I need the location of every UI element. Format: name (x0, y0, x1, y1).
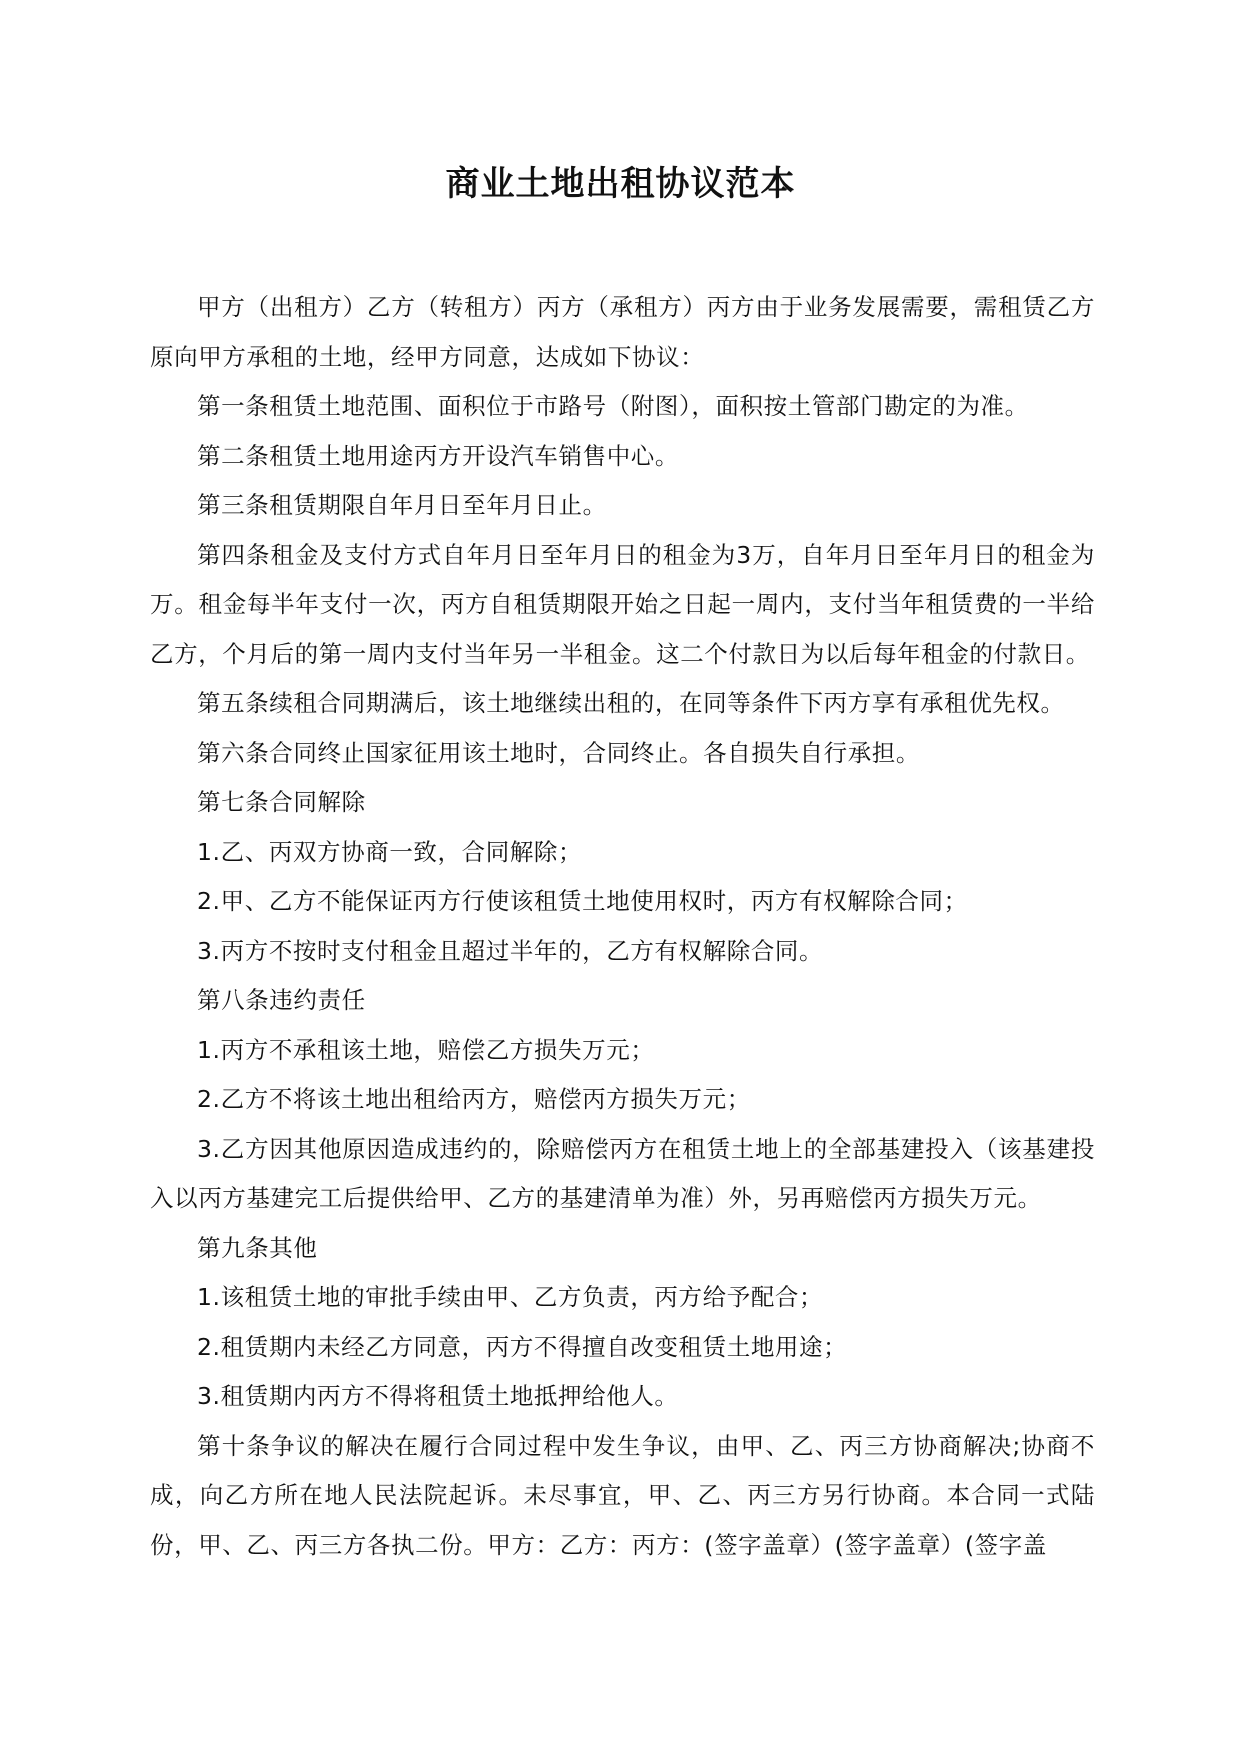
paragraph-article-4: 第四条租金及支付方式自年月日至年月日的租金为3万，自年月日至年月日的租金为万。租金每半年支付一次，丙方自租赁期限开始之日起一周内，支付当年租赁费的一半给乙方，个月后的第一周内支付当年另一半租金。这二个付款日为以后每年租金的付款日。 (150, 540, 1095, 668)
paragraph-article-7-item-3: 3.丙方不按时支付租金且超过半年的，乙方有权解除合同。 (197, 936, 824, 965)
paragraph-article-2: 第二条租赁土地用途丙方开设汽车销售中心。 (197, 441, 679, 470)
paragraph-article-1: 第一条租赁土地范围、面积位于市路号（附图），面积按土管部门勘定的为准。 (197, 392, 1029, 420)
paragraph-article-8-heading: 第八条违约责任 (197, 986, 366, 1014)
paragraph-article-3: 第三条租赁期限自年月日至年月日止。 (197, 491, 607, 519)
paragraph-preamble: 甲方（出租方）乙方（转租方）丙方（承租方）丙方由于业务发展需要，需租赁乙方原向甲方承租的土地，经甲方同意，达成如下协议： (150, 293, 1095, 371)
paragraph-article-9-item-2: 2.租赁期内未经乙方同意，丙方不得擅自改变租赁土地用途； (197, 1332, 848, 1361)
paragraph-article-9-item-1: 1.该租赁土地的审批手续由甲、乙方负责，丙方给予配合； (197, 1283, 824, 1311)
paragraph-article-5: 第五条续租合同期满后，该土地继续出租的，在同等条件下丙方享有承租优先权。 (197, 689, 1065, 717)
paragraph-article-8-item-3: 3.乙方因其他原因造成违约的，除赔偿丙方在租赁土地上的全部基建投入（该基建投入以丙方基建完工后提供给甲、乙方的基建清单为准）外，另再赔偿丙方损失万元。 (150, 1134, 1095, 1212)
paragraph-article-6: 第六条合同终止国家征用该土地时，合同终止。各自损失自行承担。 (197, 738, 920, 767)
paragraph-article-10: 第十条争议的解决在履行合同过程中发生争议，由甲、乙、丙三方协商解决;协商不成，向乙方所在地人民法院起诉。未尽事宜，甲、乙、丙三方另行协商。本合同一式陆份，甲、乙、丙三方各执二份。甲方：乙方：丙方：(签字盖章）(签字盖章）(签字盖 (150, 1431, 1095, 1559)
paragraph-article-8-item-1: 1.丙方不承租该土地，赔偿乙方损失万元； (197, 1035, 655, 1064)
paragraph-article-8-item-2: 2.乙方不将该土地出租给丙方，赔偿丙方损失万元； (197, 1085, 751, 1113)
paragraph-article-9-heading: 第九条其他 (197, 1233, 318, 1262)
paragraph-article-7-item-2: 2.甲、乙方不能保证丙方行使该租赁土地使用权时，丙方有权解除合同； (197, 887, 968, 915)
paragraph-article-9-item-3: 3.租赁期内丙方不得将租赁土地抵押给他人。 (197, 1382, 679, 1410)
document-body (150, 283, 1095, 1570)
paragraph-article-7-item-1: 1.乙、丙双方协商一致，合同解除； (197, 837, 583, 866)
document-title: 商业土地出租协议范本 (445, 164, 796, 204)
paragraph-article-7-heading: 第七条合同解除 (197, 788, 366, 816)
